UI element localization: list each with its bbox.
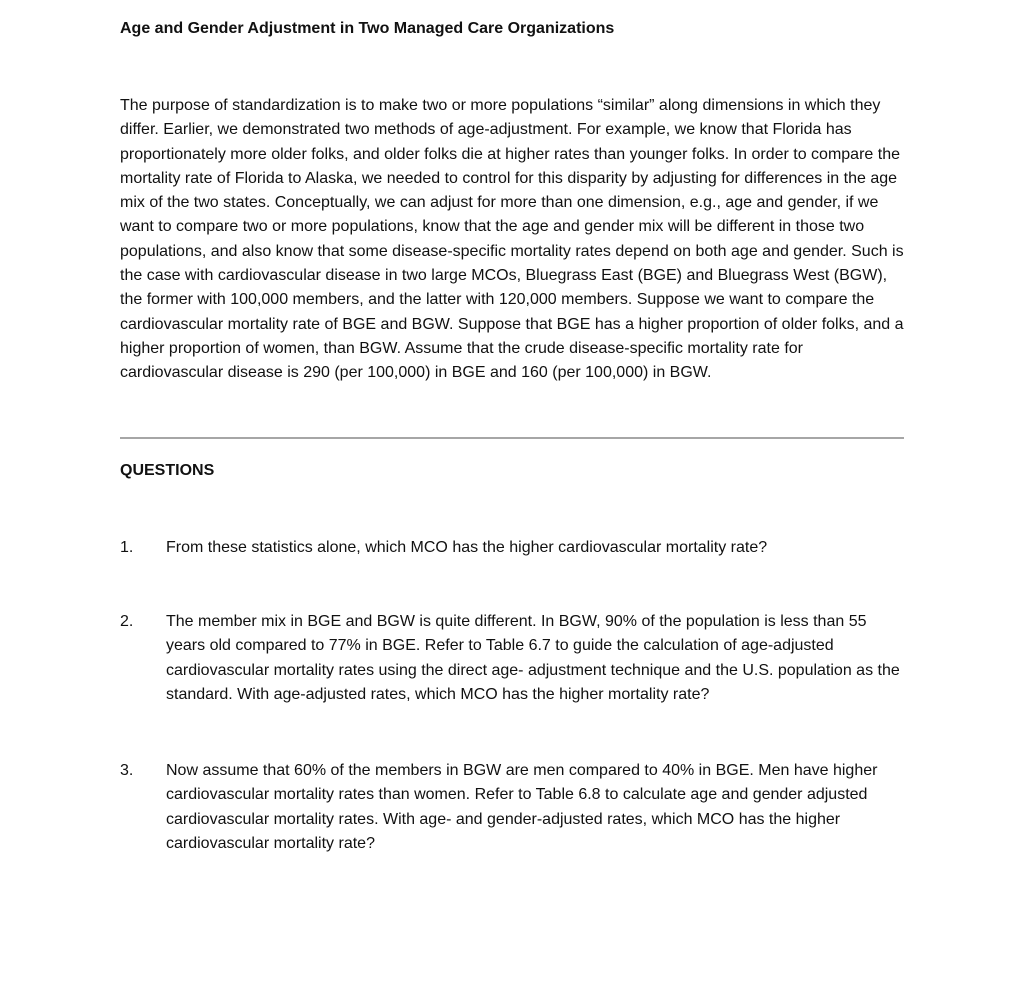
- question-number: 1.: [120, 539, 134, 556]
- question-text: The member mix in BGE and BGW is quite different. In BGW, 90% of the population is less than 55 years old compared to 77% in BGE. Refer to Table 6.7 to guide the calculation of age-adjusted cardiovascular mortality rates using the direct age- adjustment technique and the U.S. population as the standard. With age-adjusted rates, which MCO has the higher mortality rate?: [166, 613, 900, 703]
- question-item: [120, 610, 905, 707]
- section-divider: [120, 437, 904, 439]
- question-text: Now assume that 60% of the members in BGW are men compared to 40% in BGE. Men have higher cardiovascular mortality rates than women. Refer to Table 6.8 to calculate age and gender adjusted cardiovascular mortality rates. With age- and gender-adjusted rates, which MCO has the higher cardiovascular mortality rate?: [166, 762, 878, 852]
- question-text: From these statistics alone, which MCO has the higher cardiovascular mortality rate?: [166, 539, 768, 556]
- question-number: 2.: [120, 613, 134, 630]
- intro-paragraph: The purpose of standardization is to make two or more populations “similar” along dimensions in which they differ. Earlier, we demonstrated two methods of age-adjustment. For example, we know that Florida has proportionately more older folks, and older folks die at higher rates than younger folks. In order to compare the mortality rate of Florida to Alaska, we needed to control for this disparity by adjusting for differences in the age mix of the two states. Conceptually, we can adjust for more than one dimension, e.g., age and gender, if we want to compare two or more populations, know that the age and gender mix will be different in those two populations, and also know that some disease-specific mortality rates depend on both age and gender. Such is the case with cardiovascular disease in two large MCOs, Bluegrass East (BGE) and Bluegrass West (BGW), the former with 100,000 members, and the latter with 120,000 members. Suppose we want to compare the cardiovascular mortality rate of BGE and BGW. Suppose that BGE has a higher proportion of older folks, and a higher proportion of women, than BGW. Assume that the crude disease-specific mortality rate for cardiovascular disease is 290 (per 100,000) in BGE and 160 (per 100,000) in BGW.: [120, 97, 904, 382]
- question-item: [120, 759, 905, 856]
- question-number: 3.: [120, 762, 134, 779]
- question-item: [120, 536, 905, 560]
- document-title: Age and Gender Adjustment in Two Managed Care Organizations: [120, 20, 615, 37]
- questions-heading: QUESTIONS: [120, 462, 215, 479]
